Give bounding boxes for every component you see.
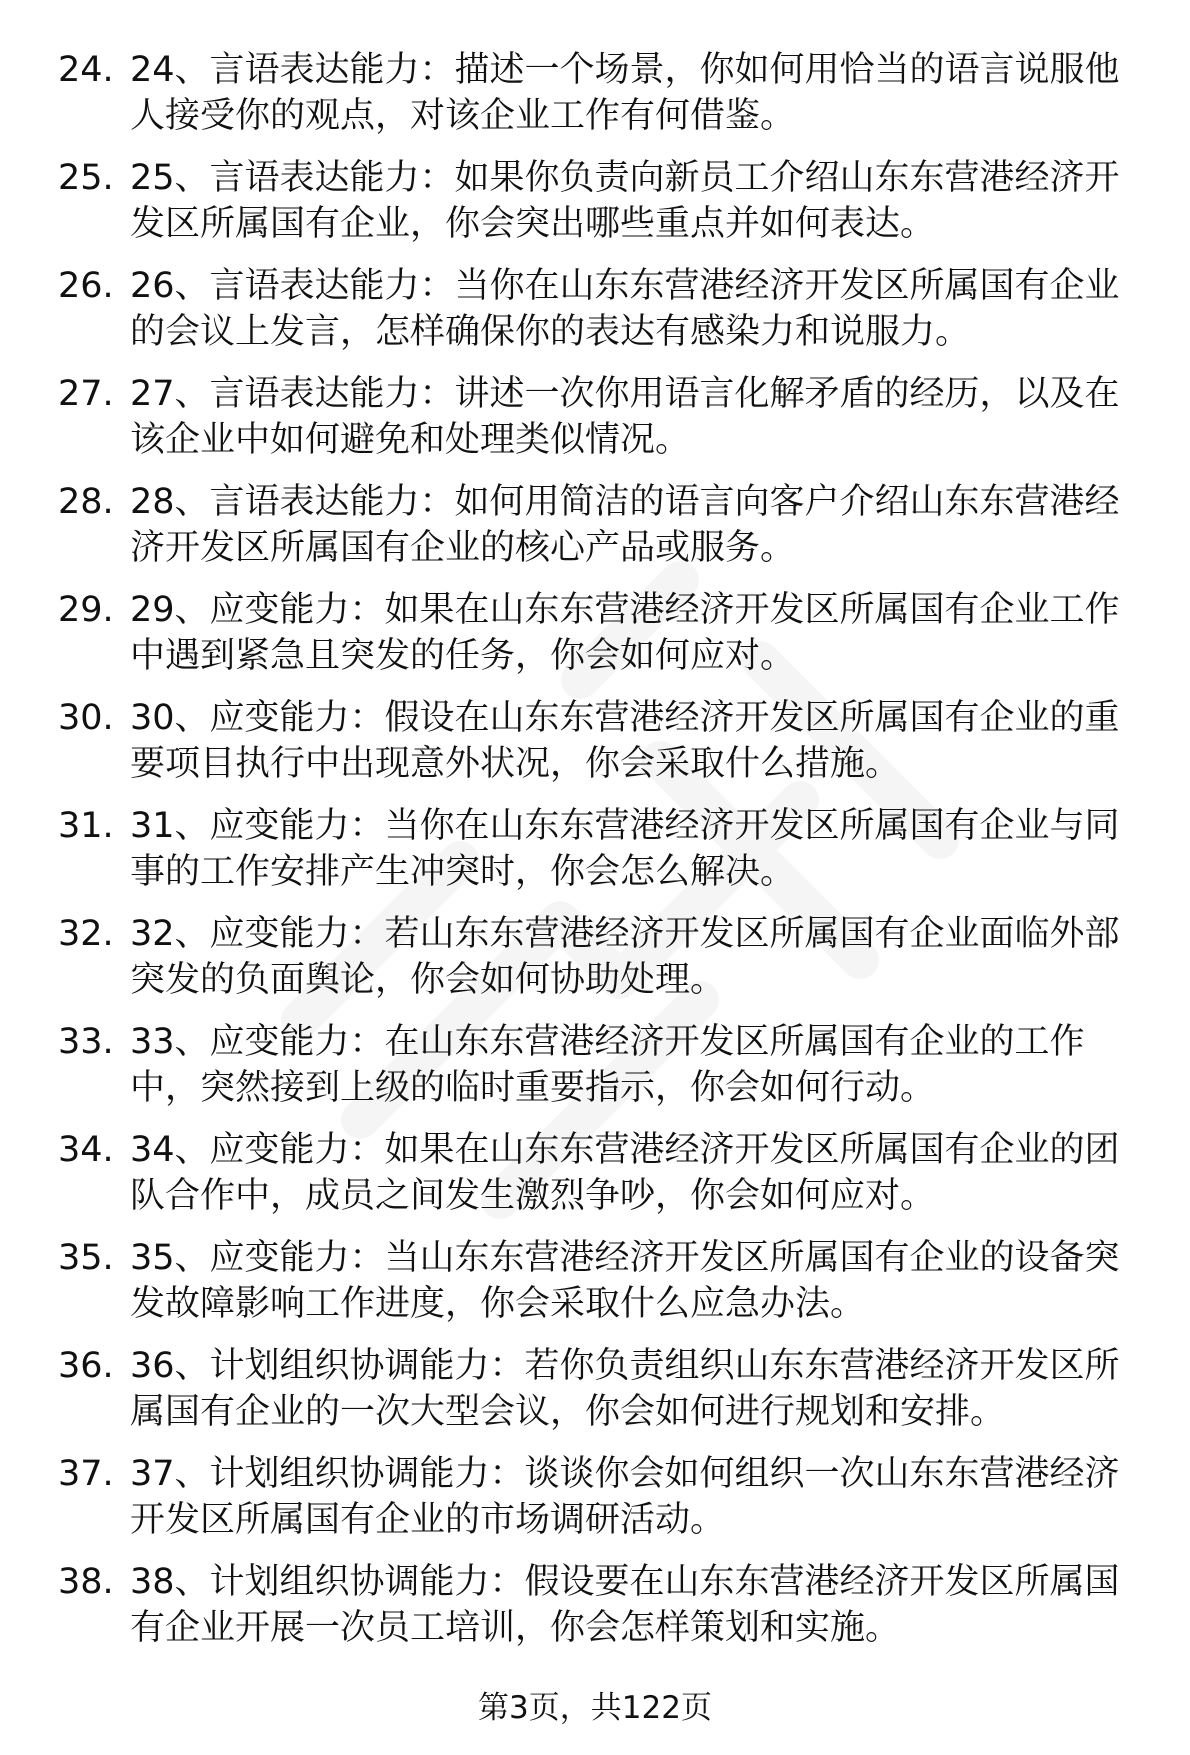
list-item-text: 28、言语表达能力：如何用简洁的语言向客户介绍山东东营港经 济开发区所属国有企业的核心产品或服务。	[130, 482, 1120, 568]
list-item-text: 33、应变能力：在山东东营港经济开发区所属国有企业的工作 中，突然接到上级的临时重要指示，你会如何行动。	[130, 1022, 1085, 1108]
list-item-number: 31.	[58, 806, 114, 846]
list-item-text: 31、应变能力：当你在山东东营港经济开发区所属国有企业与同 事的工作安排产生冲突时，你会怎么解决。	[130, 806, 1120, 892]
list-item	[0, 911, 1190, 1019]
list-item	[0, 695, 1190, 803]
list-item-number: 35.	[58, 1238, 114, 1278]
list-item	[0, 1019, 1190, 1127]
question-list	[0, 47, 1190, 1667]
list-item	[0, 1451, 1190, 1559]
list-item-text: 24、言语表达能力：描述一个场景，你如何用恰当的语言说服他 人接受你的观点，对该企业工作有何借鉴。	[130, 50, 1120, 136]
list-item-text: 27、言语表达能力：讲述一次你用语言化解矛盾的经历，以及在 该企业中如何避免和处理类似情况。	[130, 374, 1120, 460]
list-item-number: 32.	[58, 914, 114, 954]
page-footer: 第3页，共122页	[478, 1690, 712, 1726]
list-item-number: 29.	[58, 590, 114, 630]
list-item-number: 38.	[58, 1562, 114, 1602]
list-item-text: 35、应变能力：当山东东营港经济开发区所属国有企业的设备突 发故障影响工作进度，你会采取什么应急办法。	[130, 1238, 1120, 1324]
list-item-number: 33.	[58, 1022, 114, 1062]
list-item-text: 36、计划组织协调能力：若你负责组织山东东营港经济开发区所 属国有企业的一次大型会议，你会如何进行规划和安排。	[130, 1346, 1120, 1432]
list-item-number: 30.	[58, 698, 114, 738]
list-item-number: 28.	[58, 482, 114, 522]
list-item	[0, 479, 1190, 587]
list-item	[0, 1343, 1190, 1451]
list-item-text: 32、应变能力：若山东东营港经济开发区所属国有企业面临外部 突发的负面舆论，你会如何协助处理。	[130, 914, 1120, 1000]
list-item-number: 25.	[58, 158, 114, 198]
list-item	[0, 263, 1190, 371]
list-item	[0, 155, 1190, 263]
list-item	[0, 1235, 1190, 1343]
list-item-text: 38、计划组织协调能力：假设要在山东东营港经济开发区所属国 有企业开展一次员工培训，你会怎样策划和实施。	[130, 1562, 1120, 1648]
list-item-text: 29、应变能力：如果在山东东营港经济开发区所属国有企业工作 中遇到紧急且突发的任务，你会如何应对。	[130, 590, 1120, 676]
list-item-number: 36.	[58, 1346, 114, 1386]
list-item-text: 34、应变能力：如果在山东东营港经济开发区所属国有企业的团 队合作中，成员之间发生激烈争吵，你会如何应对。	[130, 1130, 1120, 1216]
list-item	[0, 371, 1190, 479]
list-item-number: 24.	[58, 50, 114, 90]
list-item-number: 26.	[58, 266, 114, 306]
list-item	[0, 803, 1190, 911]
list-item-text: 25、言语表达能力：如果你负责向新员工介绍山东东营港经济开 发区所属国有企业，你会突出哪些重点并如何表达。	[130, 158, 1120, 244]
list-item	[0, 47, 1190, 155]
list-item-number: 27.	[58, 374, 114, 414]
list-item-text: 37、计划组织协调能力：谈谈你会如何组织一次山东东营港经济 开发区所属国有企业的市场调研活动。	[130, 1454, 1120, 1540]
list-item	[0, 1559, 1190, 1667]
list-item-number: 34.	[58, 1130, 114, 1170]
list-item	[0, 1127, 1190, 1235]
list-item	[0, 587, 1190, 695]
list-item-text: 30、应变能力：假设在山东东营港经济开发区所属国有企业的重 要项目执行中出现意外状况，你会采取什么措施。	[130, 698, 1120, 784]
list-item-text: 26、言语表达能力：当你在山东东营港经济开发区所属国有企业 的会议上发言，怎样确保你的表达有感染力和说服力。	[130, 266, 1120, 352]
list-item-number: 37.	[58, 1454, 114, 1494]
